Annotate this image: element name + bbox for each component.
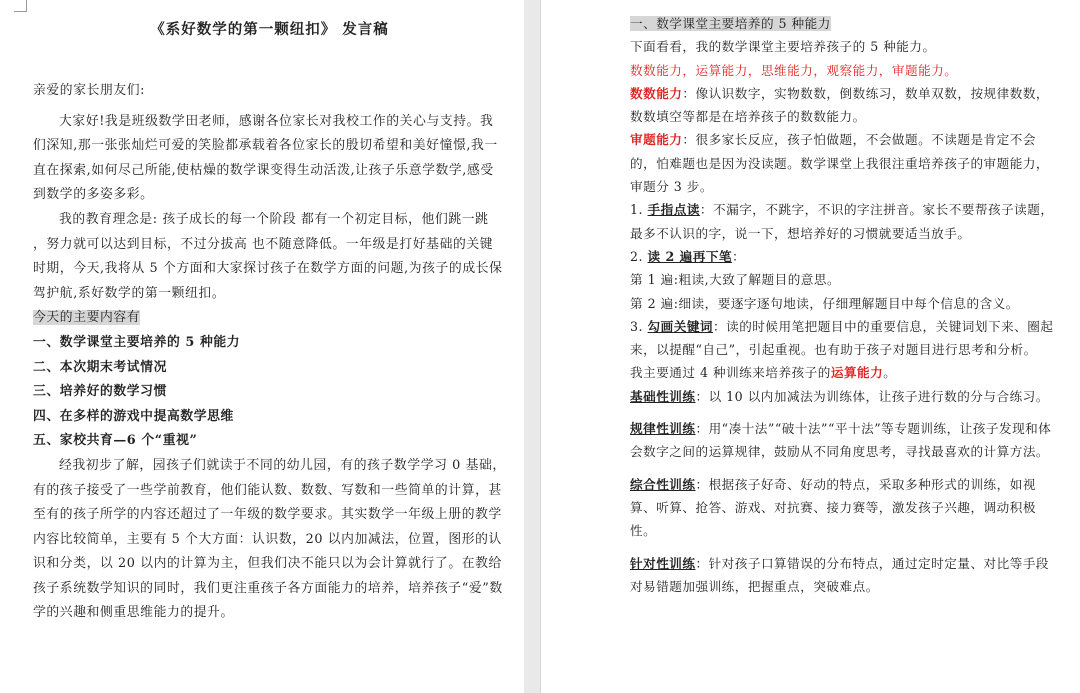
step-1-label: 手指点读	[647, 202, 700, 218]
page-right	[540, 0, 1080, 693]
outline-item-4: 四、在多样的游戏中提高数学思维	[33, 408, 234, 424]
basic-label: 基础性训练	[630, 388, 696, 404]
section-heading	[630, 12, 1054, 35]
rule-text: ：用“凑十法”“破十法”“平十法”等专题训练，让孩子发现和体会数字之间的运算规律，鼓励从不同角度思考，寻找最喜欢的计算方法。	[630, 421, 1052, 460]
step-2-text: ：	[732, 248, 746, 264]
salutation: 亲爱的家长朋友们:	[33, 83, 146, 98]
step-1	[630, 198, 1054, 245]
contents-heading-text: 今天的主要内容有	[33, 310, 141, 326]
calc-end: 。	[883, 365, 897, 381]
step-2	[630, 245, 1054, 268]
step-3	[630, 315, 1054, 362]
read-pass-1: 第 1 遍:粗读,大致了解题目的意思。	[630, 272, 841, 288]
outline-list	[33, 331, 506, 454]
step-2-label: 读 2 遍再下笔	[647, 248, 733, 264]
calc-intro-text: 我主要通过 4 种训练来培养孩子的	[630, 365, 831, 381]
page-left	[0, 0, 524, 693]
read-pass-2: 第 2 遍:细读，要逐字逐句地读，仔细理解题目中每个信息的含义。	[630, 295, 1019, 311]
page-gutter	[524, 0, 540, 693]
training-targeted	[630, 552, 1054, 599]
basic-text: ：以 10 以内加减法为训练体，让孩子进行数的分与合练习。	[695, 388, 1049, 404]
outline-item-5: 五、家校共育—6 个“重视”	[33, 433, 198, 449]
rule-label: 规律性训练	[630, 421, 696, 437]
training-rule	[630, 417, 1054, 464]
section-heading-text: 一、数学课堂主要培养的 5 种能力	[630, 16, 831, 31]
training-basic	[630, 385, 1054, 408]
paragraph-counting	[630, 82, 1054, 129]
step-1-text: ：不漏字，不跳字，不识的字注拼音。家长不要帮孩子读题，最多不认识的字，说一下，想培养好的习惯就要适当放手。	[630, 202, 1054, 241]
comp-text: ：根据孩子好奇、好动的特点，采取多种形式的训练，如视算、听算、抢答、游戏、对抗赛、接力赛等，激发孩子兴趣，调动积极性。	[630, 476, 1036, 539]
outline-item-2: 二、本次期末考试情况	[33, 359, 167, 375]
step-3-label: 勾画关键词	[647, 318, 714, 334]
contents-heading	[33, 306, 506, 331]
paragraph-reading	[630, 128, 1054, 198]
counting-label: 数数能力	[630, 85, 683, 101]
step-1-number: 1.	[630, 202, 644, 218]
paragraph-curriculum: 经我初步了解，园孩子们就读于不同的幼儿园，有的孩子数学学习 0 基础，有的孩子接受了一些学前教育，他们能认数、数数、写数和一些简单的计算，甚至有的孩子所学的内容还超过了一年级的数学要求。其实数学一年级上册的教学内容比较简单，主要有 5 个大方面：认识数，20 以内加减法，位置，图形的认识和分类，以 20 以内的计算为主，但我们决不能只以为会计算就行了。在教给孩子系统数学知识的同时，我们更注重孩子各方面能力的培养，培养孩子“爱”数学的兴趣和侧重思维能力的提升。	[33, 457, 506, 621]
step-2-number: 2.	[630, 248, 644, 264]
counting-text: ：像认识数字，实物数数，倒数练习，数单双数，按规律数数，数数填空等都是在培养孩子的数数能力。	[630, 85, 1049, 125]
calc-label: 运算能力	[830, 365, 884, 381]
document-title: 《系好数学的第一颗纽扣》 发言稿	[150, 21, 389, 38]
step-3-number: 3.	[630, 318, 644, 334]
training-comprehensive	[630, 473, 1054, 543]
reading-label: 审题能力	[630, 132, 683, 148]
comp-label: 综合性训练	[630, 476, 696, 492]
target-label: 针对性训练	[630, 555, 696, 571]
calc-intro	[630, 361, 1054, 384]
outline-item-3: 三、培养好的数学习惯	[33, 384, 167, 400]
crop-mark-icon	[14, 0, 27, 12]
paragraph-philosophy: 我的教育理念是: 孩子成长的每一个阶段 都有一个初定目标，他们跳一跳 ，努力就可以达到目标，不过分拔高 也不随意降低。一年级是打好基础的关键时期，今天,我将从 5 个方面和大家探讨孩子在数学方面的问题,为孩子的成长保驾护航,系好数学的第一颗纽扣。	[33, 211, 503, 301]
step-3-text: ：读的时候用笔把题目中的重要信息，关键词划下来、圈起来，以提醒“自己”，引起重视。也有助于孩子对题目进行思考和分析。	[630, 318, 1054, 358]
abilities-list: 数数能力，运算能力，思维能力，观察能力，审题能力。	[630, 62, 958, 78]
outline-item-1: 一、数学课堂主要培养的 5 种能力	[33, 334, 241, 350]
reading-text: ：很多家长反应，孩子怕做题，不会做题。不读题是肯定不会的，怕难题也是因为没读题。数学课堂上我很注重培养孩子的审题能力，审题分 3 步。	[630, 132, 1049, 195]
intro-line: 下面看看，我的数学课堂主要培养孩子的 5 种能力。	[630, 39, 936, 55]
paragraph-greeting: 大家好!我是班级数学田老师，感谢各位家长对我校工作的关心与支持。我们深知,那一张张灿烂可爱的笑脸都承载着各位家长的殷切希望和美好憧憬,我一直在探索,如何尽己所能,使枯燥的数学课变得生动活泼,让孩子乐意学数学,感受到数学的多姿多彩。	[33, 113, 498, 203]
target-text: ：针对孩子口算错误的分布特点，通过定时定量、对比等手段对易错题加强训练，把握重点，突破难点。	[630, 555, 1049, 594]
